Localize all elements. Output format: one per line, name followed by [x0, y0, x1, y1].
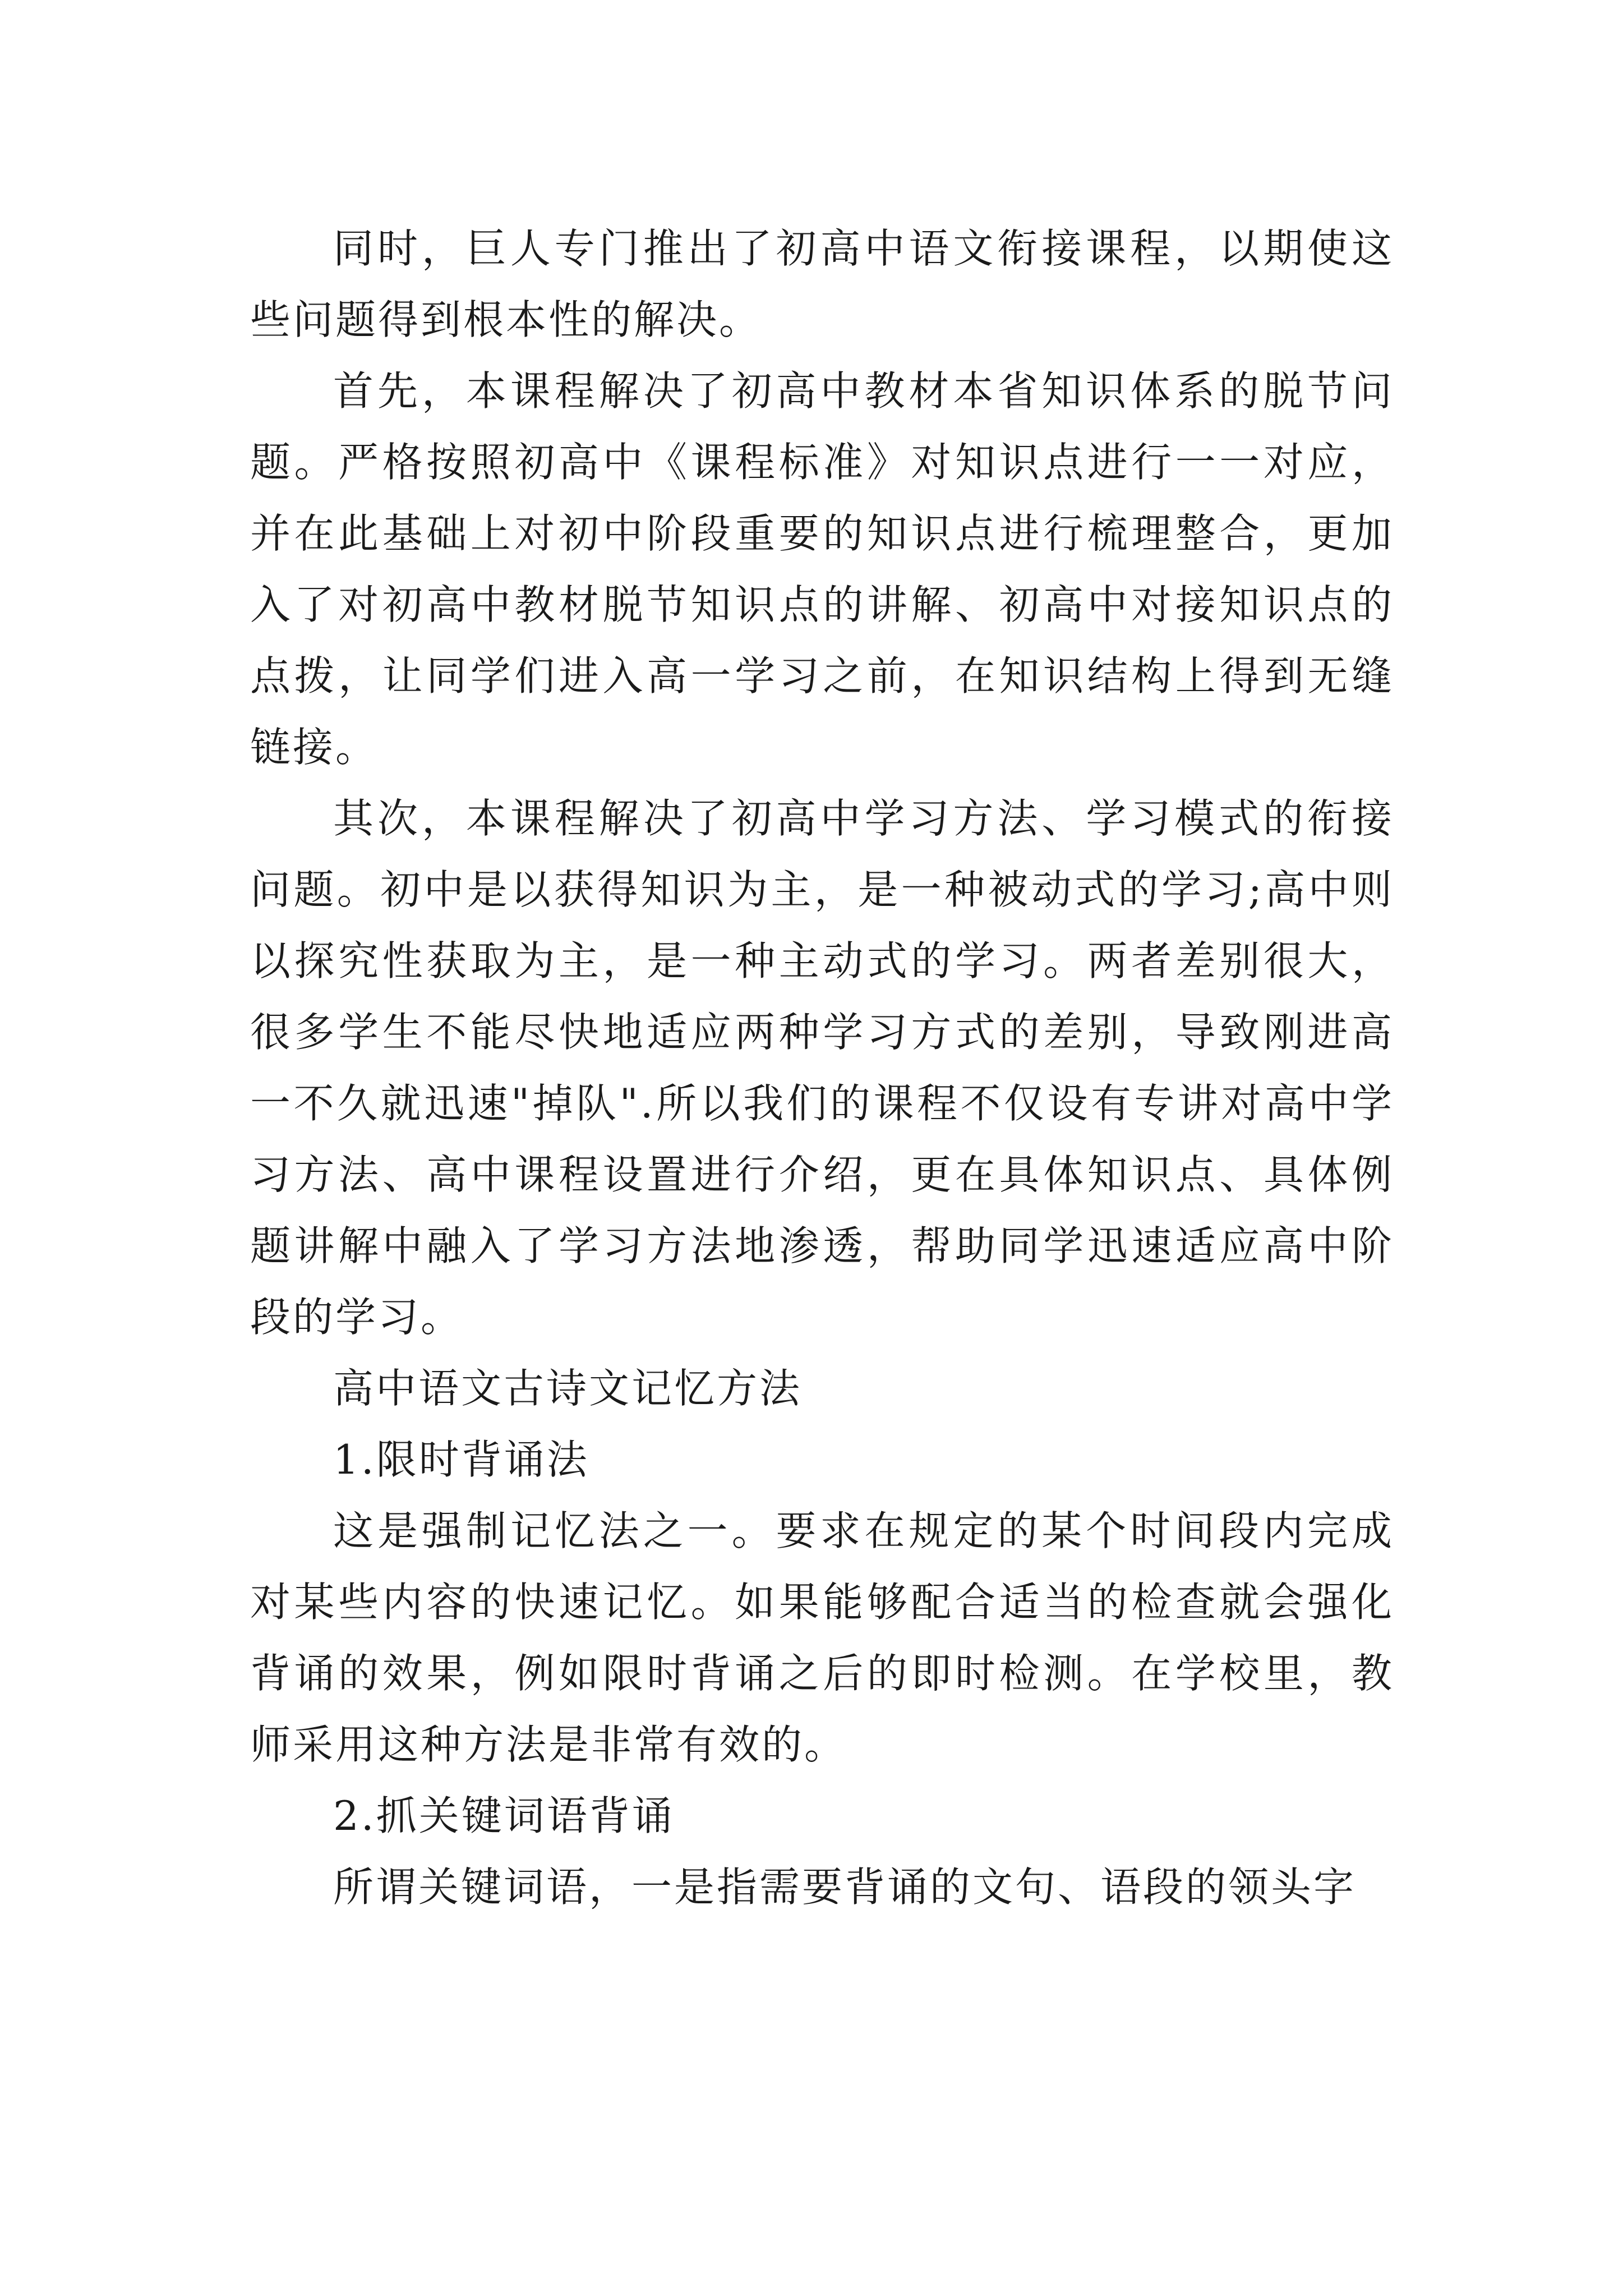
section-heading: 高中语文古诗文记忆方法 — [333, 1365, 803, 1412]
paragraph-first-point: 首先，本课程解决了初高中教材本省知识体系的脱节问题。严格按照初高中《课程标准》对知识点进行一一对应，并在此基础上对初中阶段重要的知识点进行梳理整合，更加入了对初高中教材脱节知识点的讲解、初高中对接知识点的点拨，让同学们进入高一学习之前，在知识结构上得到无缝链接。 — [250, 367, 1394, 771]
document-body — [250, 213, 1394, 1923]
method-2-heading: 2.抓关键词语背诵 — [333, 1792, 675, 1839]
paragraph-intro: 同时，巨人专门推出了初高中语文衔接课程，以期使这些问题得到根本性的解决。 — [250, 225, 1394, 343]
method-1-heading: 1.限时背诵法 — [333, 1436, 589, 1483]
method-1-body: 这是强制记忆法之一。要求在规定的某个时间段内完成对某些内容的快速记忆。如果能够配合适当的检查就会强化背诵的效果，例如限时背诵之后的即时检测。在学校里，教师采用这种方法是非常有效的。 — [250, 1507, 1394, 1768]
method-2-body: 所谓关键词语，一是指需要背诵的文句、语段的领头字 — [333, 1864, 1357, 1911]
paragraph-second-point: 其次，本课程解决了初高中学习方法、学习模式的衔接问题。初中是以获得知识为主，是一种被动式的学习;高中则以探究性获取为主，是一种主动式的学习。两者差别很大，很多学生不能尽快地适应两种学习方式的差别，导致刚进高一不久就迅速"掉队".所以我们的课程不仅设有专讲对高中学习方法、高中课程设置进行介绍，更在具体知识点、具体例题讲解中融入了学习方法地渗透，帮助同学迅速适应高中阶段的学习。 — [250, 795, 1394, 1341]
